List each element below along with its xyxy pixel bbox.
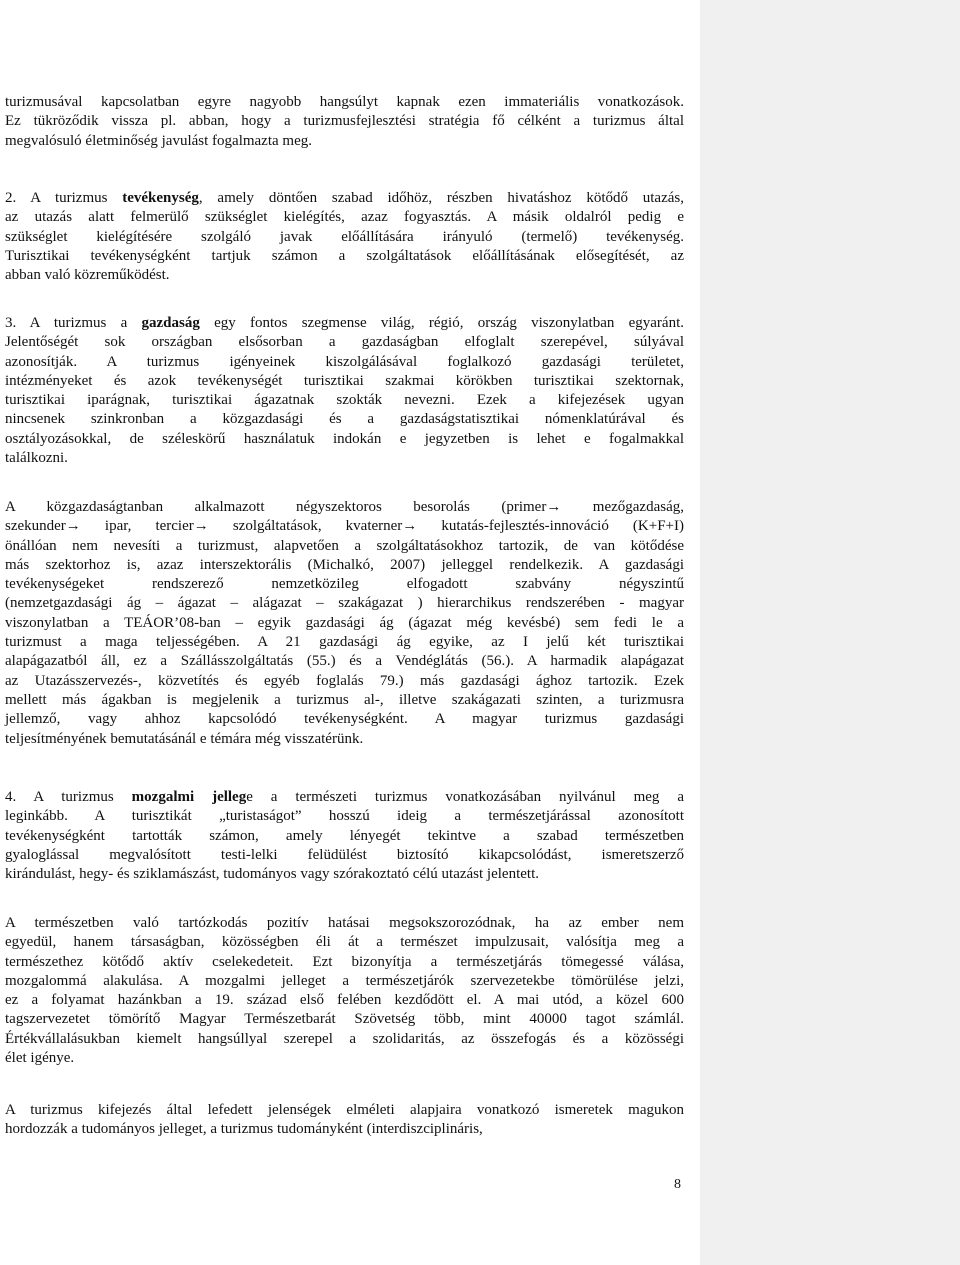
text-run: gyaloglással megvalósított testi-lelki felüdülést biztosító kikapcsolódást, ismeretszerző	[5, 846, 684, 863]
text-line	[5, 594, 684, 613]
text-run: szekunder→ ipar, tercier→ szolgáltatások, kvaterner→ kutatás-fejlesztés-innováció (K+F+I)	[5, 518, 684, 535]
text-line	[5, 1030, 684, 1049]
paragraph-point-3	[5, 314, 684, 468]
text-run: azonosítják. A turizmus igényeinek kiszolgálásával foglalkozó gazdasági területet,	[5, 353, 684, 370]
text-run: szükséglet kielégítésére szolgáló javak előállítására irányuló (termelő) tevékenység.	[5, 228, 684, 245]
text-run: abban való közreműködést.	[5, 267, 170, 284]
text-run: Értékvállalásukban kiemelt hangsúllyal szerepel a szolidaritás, az összefogás és a közösségi	[5, 1030, 684, 1047]
text-line	[5, 575, 684, 594]
bold-term: mozgalmi jelleg	[131, 789, 247, 805]
paragraph-intro	[5, 93, 684, 151]
text-run: 4. A turizmus	[5, 789, 132, 805]
text-line	[5, 449, 684, 468]
text-line	[5, 208, 684, 227]
bold-term: tevékenység	[122, 190, 199, 206]
text-line	[5, 614, 684, 633]
text-run: leginkább. A turisztikát „turistaságot” hosszú ideig a természetjárással azonosított	[5, 808, 684, 825]
text-line	[5, 391, 684, 410]
text-line	[5, 1120, 684, 1139]
text-run: kirándulást, hegy- és sziklamászást, tudományos vagy szórakoztató célú utazást jelentett.	[5, 866, 539, 883]
text-run: nincsenek szinkronban a közgazdasági és a gazdaságstatisztikai nómenklatúrával és	[5, 411, 684, 428]
text-line	[5, 807, 684, 826]
text-run: , amely döntően szabad időhöz, részben hivatáshoz kötődő utazás,	[198, 190, 684, 206]
text-line	[5, 372, 684, 391]
text-line	[5, 1010, 684, 1029]
text-line	[5, 972, 684, 991]
text-run: tevékenységeket rendszerező nemzetközileg elfogadott szabvány négyszintű	[5, 576, 684, 593]
text-run: e a természeti turizmus vonatkozásában nyilvánul meg a	[246, 789, 684, 805]
text-line	[5, 247, 684, 266]
text-line	[5, 953, 684, 972]
text-run: jellemző, vagy ahhoz kapcsolódó tevékenységként. A magyar turizmus gazdasági	[5, 711, 684, 728]
paragraph-sectors	[5, 498, 684, 749]
text-line	[5, 132, 684, 151]
text-line	[5, 827, 684, 846]
text-line	[5, 430, 684, 449]
comment-margin	[700, 0, 960, 1265]
text-run: mozgalommá alakulása. A mozgalmi jelleget a természetjárók szervezetekbe tömörülése jelzi,	[5, 972, 684, 989]
text-run: teljesítményének bemutatásánál e témára még visszatérünk.	[5, 730, 364, 747]
text-line	[5, 333, 684, 352]
text-line	[5, 933, 684, 952]
text-run: osztályozásokkal, de széleskörű használatuk indokán e jegyzetben is lehet e fogalmakkal	[5, 430, 684, 447]
text-run: egyedül, hanem társaságban, közösségben éli át a természet impulzusait, valósítja meg a	[5, 934, 684, 951]
text-run: Jelentőségét sok országban elsősorban a gazdaságban elfoglalt szerepével, súlyával	[5, 334, 684, 351]
text-run: az utazás alatt felmerülő szükséglet kielégítés, azaz fogyasztás. A másik oldalról pedig e	[5, 209, 684, 226]
text-run: (nemzetgazdasági ág – ágazat – alágazat – szakágazat ) hierarchikus rendszerében - magyar	[5, 595, 684, 612]
text-line	[5, 517, 684, 536]
text-run: Ez tükröződik vissza pl. abban, hogy a turizmusfejlesztési stratégia fő célként a turizmus által	[5, 113, 684, 130]
text-line	[5, 556, 684, 575]
paragraph-closing	[5, 1101, 684, 1140]
text-run: mellett más ágakban is megjelenik a turizmus al-, illetve szakágazati szinten, a turizmusra	[5, 691, 684, 708]
text-run: viszonylatban a TEÁOR’08-ban – egyik gazdasági ág (ágazat még kevésbé) sem fedi le a	[5, 614, 684, 631]
text-line	[5, 93, 684, 112]
text-run: A természetben való tartózkodás pozitív hatásai megsokszorozódnak, ha az ember nem	[5, 915, 684, 931]
page-number: 8	[674, 1177, 681, 1192]
text-line	[5, 537, 684, 556]
text-run: 3. A turizmus a	[5, 315, 142, 331]
text-run: önállóan nem nevesíti a turizmust, alapvetően a szolgáltatásokhoz tartozik, de van kötődése	[5, 537, 684, 554]
text-line	[5, 730, 684, 749]
text-run: A turizmus kifejezés által lefedett jelenségek elméleti alapjaira vonatkozó ismeretek magukon	[5, 1102, 684, 1118]
text-line	[5, 914, 684, 933]
text-line	[5, 788, 684, 807]
paragraph-nature	[5, 914, 684, 1068]
paragraph-point-4	[5, 788, 684, 884]
text-run: egy fontos szegmense világ, régió, ország viszonylatban egyaránt.	[199, 315, 685, 331]
bold-term: gazdaság	[141, 315, 200, 331]
text-run: hordozzák a tudományos jelleget, a turizmus tudományként (interdiszciplináris,	[5, 1121, 483, 1138]
text-line	[5, 865, 684, 884]
text-line	[5, 498, 684, 517]
text-run: az Utazásszervezés-, közvetítés és egyéb foglalás 79.) más gazdasági ághoz tartozik. Ezek	[5, 672, 684, 689]
text-line	[5, 1101, 684, 1120]
text-run: tevékenységként tartották számon, amely lényegét tekintve a szabad természetben	[5, 827, 684, 844]
text-run: természethez kötődő aktív cselekedeteit. Ezt bizonyítja a természetjárás tömegessé válása,	[5, 953, 684, 970]
text-line	[5, 189, 684, 208]
text-line	[5, 1049, 684, 1068]
text-run: más szektorhoz is, azaz interszektorális (Michalkó, 2007) jelleggel rendelkezik. A gazdasági	[5, 556, 684, 573]
text-line	[5, 710, 684, 729]
text-run: intézményeket és azok tevékenységét turisztikai szakmai körökben turisztikai szektornak,	[5, 372, 684, 389]
text-run: alapágazatból áll, ez a Szállásszolgáltatás (55.) és a Vendéglátás (56.). A harmadik alapágazat	[5, 653, 684, 670]
text-line	[5, 633, 684, 652]
text-run: turizmusával kapcsolatban egyre nagyobb hangsúlyt kapnak ezen immateriális vonatkozások.	[5, 94, 684, 110]
text-run: turizmust a maga teljességében. A 21 gazdasági ág egyike, az I jelű két turisztikai	[5, 634, 684, 651]
text-run: találkozni.	[5, 450, 68, 467]
text-line	[5, 846, 684, 865]
text-line	[5, 652, 684, 671]
text-run: turisztikai iparágnak, turisztikai ágazatnak szokták nevezni. Ezek a kifejezések ugyan	[5, 392, 684, 409]
text-run: Turisztikai tevékenységként tartjuk számon a szolgáltatások előállításának elősegítését, az	[5, 247, 684, 264]
text-line	[5, 410, 684, 429]
text-line	[5, 991, 684, 1010]
text-run: A közgazdaságtanban alkalmazott négyszektoros besorolás (primer→ mezőgazdaság,	[5, 499, 684, 515]
text-run: ez a folyamat hazánkban a 19. század első felében kezdődött el. A mai utód, a közel 600	[5, 992, 684, 1009]
text-line	[5, 353, 684, 372]
text-run: 2. A turizmus	[5, 190, 123, 206]
text-run: élet igénye.	[5, 1050, 75, 1067]
paragraph-point-2	[5, 189, 684, 285]
text-run: tagszervezetet tömörítő Magyar Természetbarát Szövetség több, mint 40000 tagot számlál.	[5, 1011, 684, 1028]
text-line	[5, 314, 684, 333]
text-line	[5, 266, 684, 285]
text-line	[5, 672, 684, 691]
text-line	[5, 228, 684, 247]
text-run: megvalósuló életminőség javulást fogalmazta meg.	[5, 132, 312, 149]
text-line	[5, 691, 684, 710]
text-line	[5, 112, 684, 131]
